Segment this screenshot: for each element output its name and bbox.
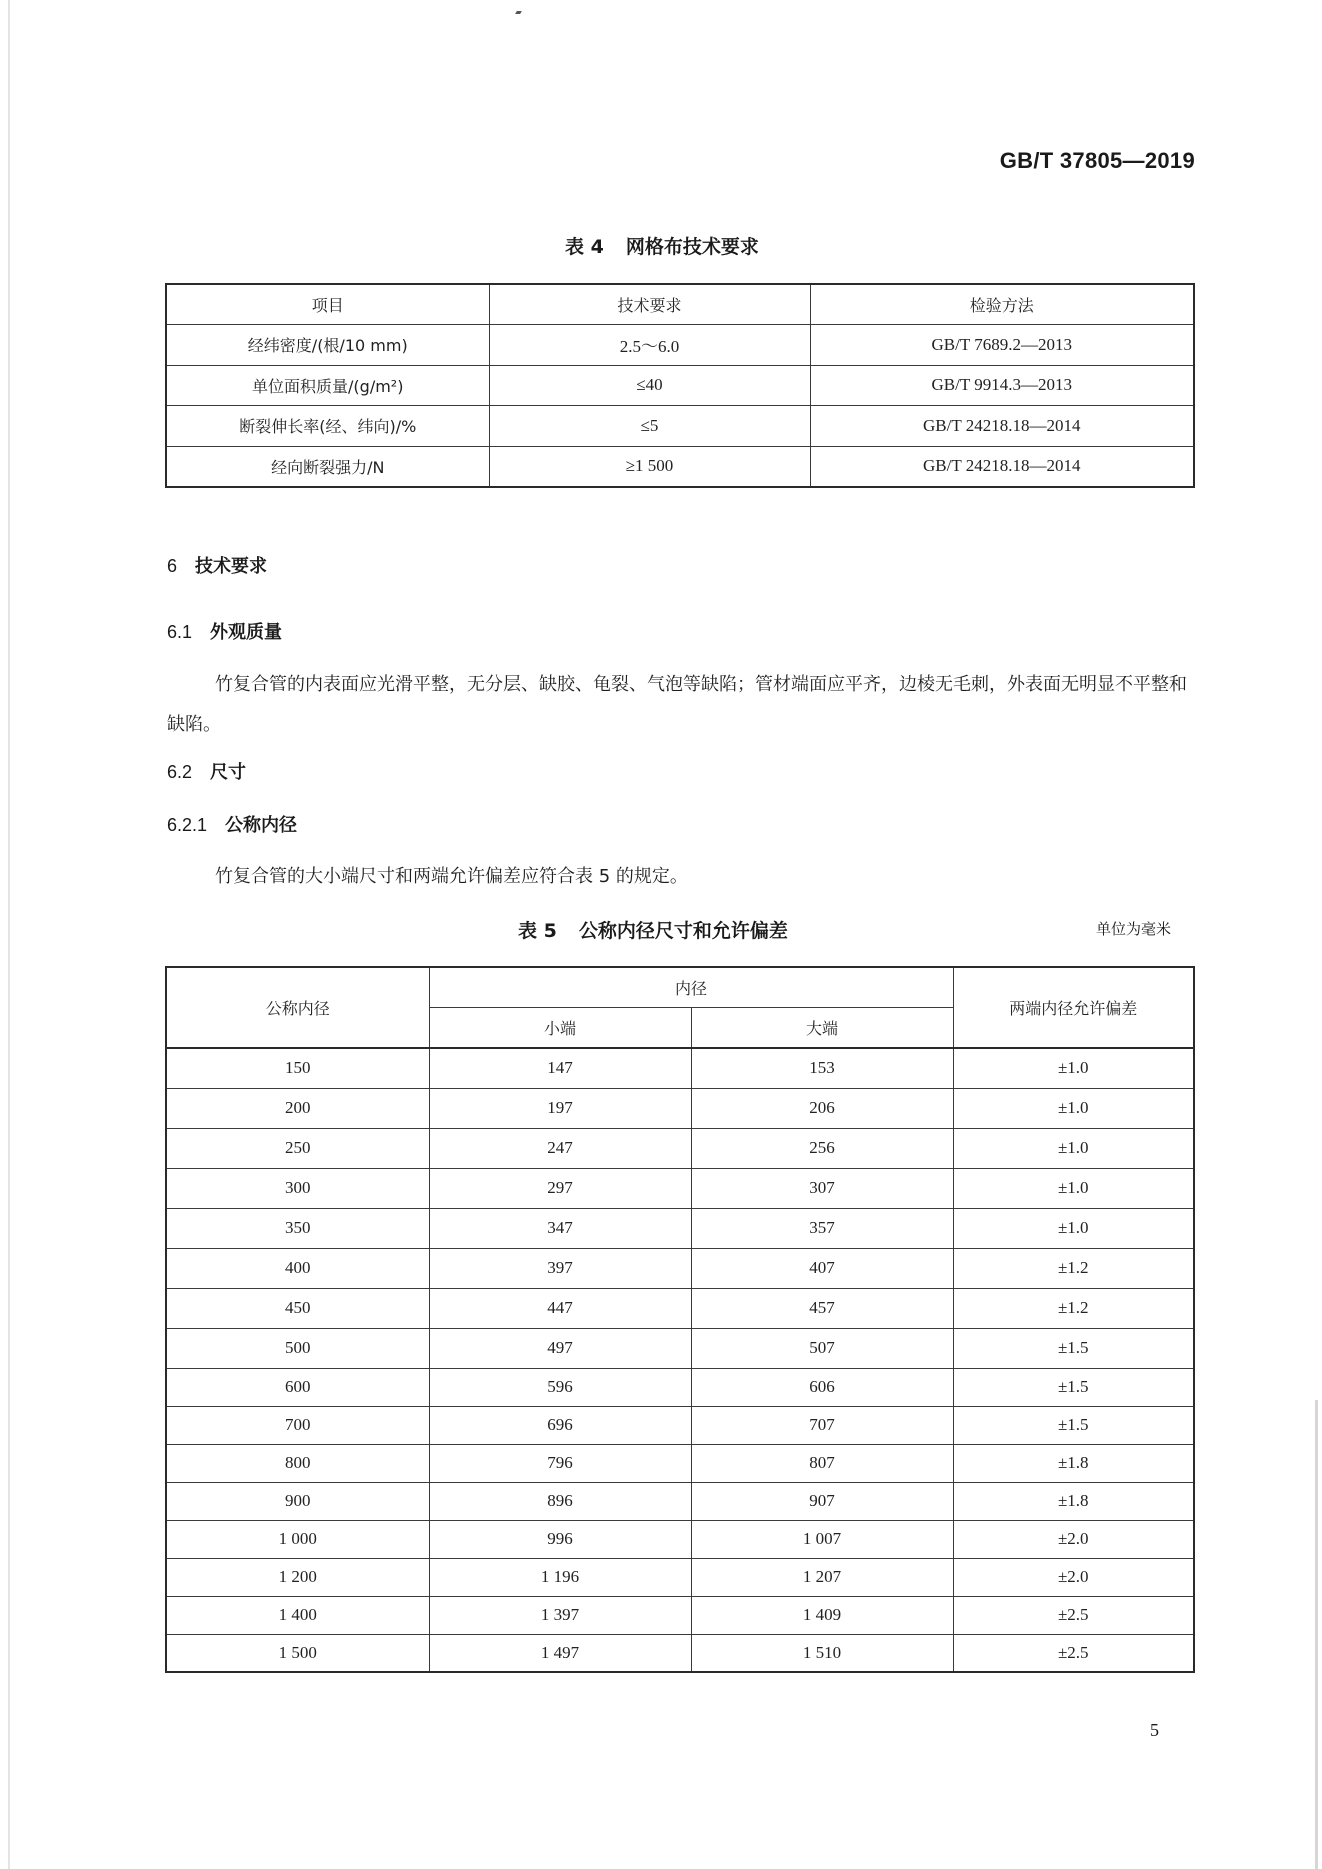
- table5-cell-large-end: 1 510: [691, 1634, 953, 1672]
- table-row: [166, 1596, 1194, 1634]
- section-6-number: 6: [167, 556, 178, 576]
- table5-cell-small-end: 596: [429, 1368, 691, 1406]
- table5-cell-small-end: 796: [429, 1444, 691, 1482]
- table5-header-row-1: [166, 967, 1194, 1007]
- section-6-2-1-body: 竹复合管的大小端尺寸和两端允许偏差应符合表 5 的规定。: [215, 866, 688, 887]
- table5-cell-tolerance: ±1.0: [953, 1088, 1194, 1128]
- table5-cell-large-end: 507: [691, 1328, 953, 1368]
- table5-cell-small-end: 147: [429, 1048, 691, 1088]
- table5-cell-large-end: 1 007: [691, 1520, 953, 1558]
- table5-cell-large-end: 153: [691, 1048, 953, 1088]
- section-6-1-body: 竹复合管的内表面应光滑平整，无分层、缺胶、龟裂、气泡等缺陷；管材端面应平齐，边棱无毛刺，外表面无明显不平整和缺陷。: [167, 674, 1187, 735]
- table5-cell-large-end: 256: [691, 1128, 953, 1168]
- section-6-2-number: 6.2: [167, 762, 193, 782]
- table5-cell-large-end: 1 409: [691, 1596, 953, 1634]
- table5-cell-nominal: 150: [166, 1048, 429, 1088]
- table4-cell-requirement: ≤5: [489, 405, 810, 446]
- section-6-heading: [167, 552, 267, 578]
- table5-cell-small-end: 297: [429, 1168, 691, 1208]
- table5-cell-small-end: 696: [429, 1406, 691, 1444]
- table4-cell-requirement: 2.5～6.0: [489, 324, 810, 365]
- scan-speck: [515, 11, 522, 14]
- table4-caption-number: 表 4: [565, 236, 604, 258]
- table5-cell-tolerance: ±1.2: [953, 1248, 1194, 1288]
- table5-unit-note: 单位为毫米: [1096, 920, 1172, 938]
- table-row: [166, 1168, 1194, 1208]
- table-row: [166, 1208, 1194, 1248]
- table5-cell-large-end: 606: [691, 1368, 953, 1406]
- table-row: [166, 446, 1194, 487]
- table4-cell-requirement: ≤40: [489, 365, 810, 405]
- table5-cell-tolerance: ±1.8: [953, 1444, 1194, 1482]
- table-row: [166, 1128, 1194, 1168]
- section-6-2-title: 尺寸: [210, 762, 247, 783]
- table5-cell-nominal: 800: [166, 1444, 429, 1482]
- table5-cell-tolerance: ±1.0: [953, 1208, 1194, 1248]
- table5-cell-nominal: 700: [166, 1406, 429, 1444]
- table-row: [166, 1558, 1194, 1596]
- table-row: [166, 1288, 1194, 1328]
- table5-header-tolerance: 两端内径允许偏差: [953, 967, 1194, 1048]
- table5-cell-large-end: 457: [691, 1288, 953, 1328]
- table5-cell-large-end: 807: [691, 1444, 953, 1482]
- table4-caption: [565, 232, 759, 259]
- table5-cell-nominal: 900: [166, 1482, 429, 1520]
- table5-cell-tolerance: ±1.0: [953, 1128, 1194, 1168]
- table5-cell-nominal: 600: [166, 1368, 429, 1406]
- section-6-2-1-title: 公称内径: [225, 815, 298, 836]
- table4-cell-requirement: ≥1 500: [489, 446, 810, 487]
- table5-cell-small-end: 896: [429, 1482, 691, 1520]
- table5-cell-tolerance: ±1.5: [953, 1368, 1194, 1406]
- table-row: [166, 1088, 1194, 1128]
- table5-header-large-end: 大端: [691, 1007, 953, 1048]
- table5-cell-nominal: 1 000: [166, 1520, 429, 1558]
- table5-cell-tolerance: ±1.5: [953, 1406, 1194, 1444]
- table5-cell-small-end: 1 497: [429, 1634, 691, 1672]
- table-row: [166, 1634, 1194, 1672]
- table4-header-row: [166, 284, 1194, 324]
- table-row: [166, 1444, 1194, 1482]
- table5-cell-nominal: 1 500: [166, 1634, 429, 1672]
- section-6-1-heading: [167, 618, 282, 644]
- table-row: [166, 365, 1194, 405]
- table5-cell-small-end: 397: [429, 1248, 691, 1288]
- table4-cell-method: GB/T 24218.18—2014: [810, 405, 1194, 446]
- table5-caption: [518, 916, 788, 943]
- table5-cell-small-end: 497: [429, 1328, 691, 1368]
- table5-cell-large-end: 206: [691, 1088, 953, 1128]
- table5-cell-small-end: 347: [429, 1208, 691, 1248]
- table5: [165, 966, 1195, 1673]
- table5-cell-small-end: 197: [429, 1088, 691, 1128]
- table5-caption-number: 表 5: [518, 920, 557, 942]
- table5-cell-tolerance: ±1.0: [953, 1168, 1194, 1208]
- table5-cell-small-end: 1 397: [429, 1596, 691, 1634]
- table-row: [166, 1368, 1194, 1406]
- table5-cell-large-end: 357: [691, 1208, 953, 1248]
- section-6-2-heading: [167, 758, 246, 784]
- table5-header-small-end: 小端: [429, 1007, 691, 1048]
- section-6-1-number: 6.1: [167, 622, 193, 642]
- table4-caption-title: 网格布技术要求: [625, 236, 759, 258]
- table5-header-nominal: 公称内径: [166, 967, 429, 1048]
- table5-cell-nominal: 300: [166, 1168, 429, 1208]
- table5-cell-tolerance: ±2.5: [953, 1634, 1194, 1672]
- table5-cell-tolerance: ±1.2: [953, 1288, 1194, 1328]
- table4: [165, 283, 1195, 488]
- table4-header-requirement: 技术要求: [489, 284, 810, 324]
- table5-cell-large-end: 1 207: [691, 1558, 953, 1596]
- table5-cell-small-end: 996: [429, 1520, 691, 1558]
- table5-cell-large-end: 907: [691, 1482, 953, 1520]
- table-row: [166, 1048, 1194, 1088]
- table4-cell-method: GB/T 9914.3—2013: [810, 365, 1194, 405]
- table4-cell-method: GB/T 24218.18—2014: [810, 446, 1194, 487]
- table4-cell-item: 经纬密度/(根/10 mm): [166, 324, 489, 365]
- table5-cell-nominal: 250: [166, 1128, 429, 1168]
- table-row: [166, 405, 1194, 446]
- table5-cell-large-end: 307: [691, 1168, 953, 1208]
- table-row: [166, 1406, 1194, 1444]
- standard-code: GB/T 37805—2019: [999, 148, 1195, 173]
- table5-cell-tolerance: ±2.5: [953, 1596, 1194, 1634]
- table4-cell-item: 经向断裂强力/N: [166, 446, 489, 487]
- table4-header-item: 项目: [166, 284, 489, 324]
- table5-cell-nominal: 500: [166, 1328, 429, 1368]
- page-number: 5: [1150, 1720, 1159, 1740]
- table-row: [166, 1520, 1194, 1558]
- table-row: [166, 324, 1194, 365]
- table5-cell-tolerance: ±1.5: [953, 1328, 1194, 1368]
- table5-cell-tolerance: ±2.0: [953, 1520, 1194, 1558]
- table-row: [166, 1482, 1194, 1520]
- table5-cell-nominal: 1 200: [166, 1558, 429, 1596]
- table5-cell-small-end: 247: [429, 1128, 691, 1168]
- table-row: [166, 1248, 1194, 1288]
- table5-cell-tolerance: ±1.0: [953, 1048, 1194, 1088]
- table-row: [166, 1328, 1194, 1368]
- table5-cell-tolerance: ±2.0: [953, 1558, 1194, 1596]
- table4-cell-method: GB/T 7689.2—2013: [810, 324, 1194, 365]
- table5-cell-nominal: 450: [166, 1288, 429, 1328]
- table4-cell-item: 单位面积质量/(g/m²): [166, 365, 489, 405]
- table4-header-method: 检验方法: [810, 284, 1194, 324]
- table5-cell-tolerance: ±1.8: [953, 1482, 1194, 1520]
- table5-cell-large-end: 407: [691, 1248, 953, 1288]
- table5-cell-nominal: 1 400: [166, 1596, 429, 1634]
- table5-header-inner-group: 内径: [429, 967, 953, 1007]
- section-6-2-1-heading: [167, 811, 297, 837]
- scan-edge-right: [1315, 1400, 1318, 1869]
- section-6-1-title: 外观质量: [210, 622, 283, 643]
- table5-cell-large-end: 707: [691, 1406, 953, 1444]
- table5-cell-nominal: 400: [166, 1248, 429, 1288]
- section-6-title: 技术要求: [195, 556, 268, 577]
- table5-cell-nominal: 350: [166, 1208, 429, 1248]
- scan-edge-left: [8, 0, 10, 1869]
- table5-cell-small-end: 1 196: [429, 1558, 691, 1596]
- table5-cell-nominal: 200: [166, 1088, 429, 1128]
- section-6-2-1-number: 6.2.1: [167, 815, 208, 835]
- table5-cell-small-end: 447: [429, 1288, 691, 1328]
- table4-cell-item: 断裂伸长率(经、纬向)/%: [166, 405, 489, 446]
- table5-caption-title: 公称内径尺寸和允许偏差: [578, 920, 788, 942]
